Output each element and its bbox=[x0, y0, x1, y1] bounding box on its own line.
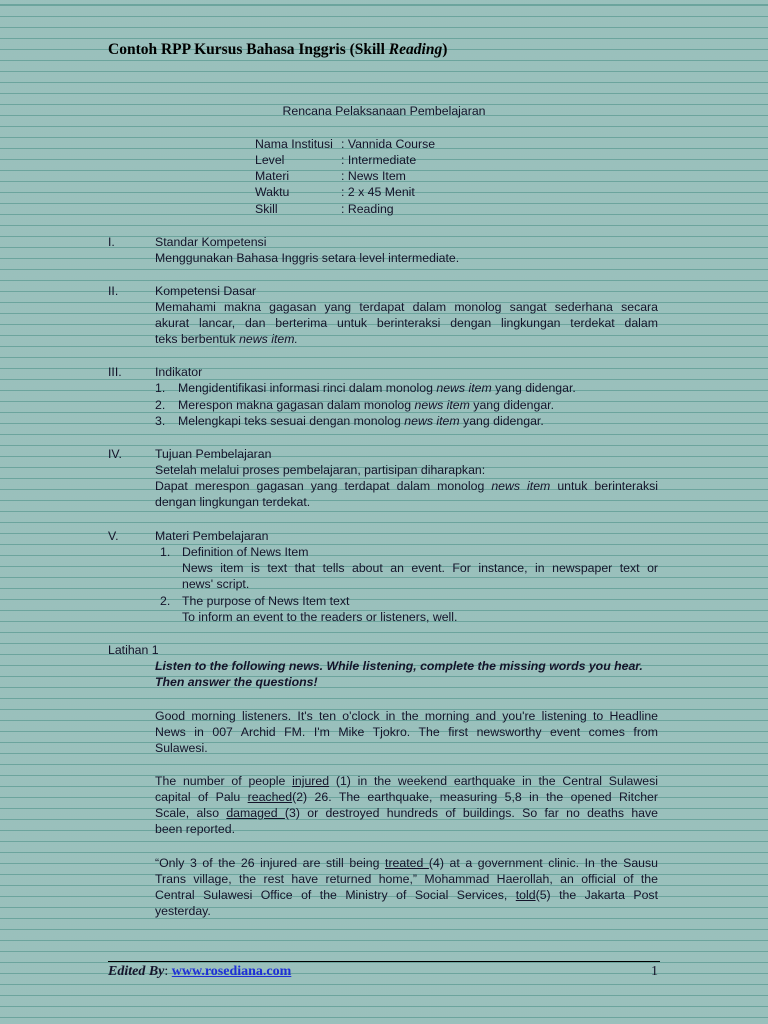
rpp-title: Rencana Pelaksanaan Pembelajaran bbox=[282, 104, 486, 118]
paragraph-3-line-2: Trans village, the rest have returned home,” Mohammad Haerollah, an official of the bbox=[155, 872, 658, 886]
section-num-1: I. bbox=[108, 235, 115, 249]
tujuan-line-3: dengan lingkungan terdekat. bbox=[155, 495, 311, 509]
info-label-skill: Skill bbox=[255, 202, 278, 216]
paragraph-2-line-3: Scale, also damaged (3) or destroyed hundreds of buildings. So far no deaths have bbox=[155, 806, 658, 820]
tujuan-line-1: Setelah melalui proses pembelajaran, partisipan diharapkan: bbox=[155, 463, 486, 477]
section-title-materi: Materi Pembelajaran bbox=[155, 529, 269, 543]
answer-3: damaged bbox=[226, 806, 285, 820]
latihan-title: Latihan 1 bbox=[108, 643, 159, 657]
answer-5: told bbox=[515, 888, 536, 902]
paragraph-2-line-1: The number of people injured (1) in the weekend earthquake in the Central Sulawesi bbox=[155, 774, 658, 788]
indikator-item-1: Mengidentifikasi informasi rinci dalam monolog news item yang didengar. bbox=[178, 381, 576, 395]
info-value-institusi: : Vannida Course bbox=[341, 137, 436, 151]
section-num-5: V. bbox=[108, 529, 119, 543]
kompetensi-line-2: akurat lancar, dan berterima untuk berinteraksi dengan lingkungan terdekat dalam bbox=[155, 316, 658, 330]
indikator-num-2: 2. bbox=[155, 398, 166, 412]
section-num-4: IV. bbox=[108, 447, 122, 461]
indikator-num-1: 1. bbox=[155, 381, 166, 395]
section-title-standar: Standar Kompetensi bbox=[155, 235, 267, 249]
answer-4: treated bbox=[385, 856, 429, 870]
indikator-num-3: 3. bbox=[155, 414, 166, 428]
kompetensi-line-3: teks berbentuk news item. bbox=[155, 332, 298, 346]
info-label-institusi: Nama Institusi bbox=[255, 137, 333, 151]
materi-item-1-line-1: News item is text that tells about an event. For instance, in newspaper text or bbox=[182, 561, 658, 575]
latihan-instruction-2: Then answer the questions! bbox=[155, 675, 318, 689]
footer-link[interactable]: www.rosediana.com bbox=[171, 964, 292, 979]
materi-item-2-line-1: To inform an event to the readers or listeners, well. bbox=[182, 610, 458, 624]
paragraph-1-line-3: Sulawesi. bbox=[155, 741, 208, 755]
materi-num-2: 2. bbox=[160, 594, 171, 608]
paragraph-1-line-1: Good morning listeners. It's ten o'clock in the morning and you're listening to Headline bbox=[155, 709, 658, 723]
paragraph-3-line-3: Central Sulawesi Office of the Ministry of Social Services, told(5) the Jakarta Post bbox=[155, 888, 658, 902]
section-num-2: II. bbox=[108, 284, 119, 298]
materi-item-1-line-2: news' script. bbox=[182, 577, 250, 591]
footer-credit: Edited By: www.rosediana.com bbox=[108, 964, 292, 979]
paragraph-2-line-2: capital of Palu reached(2) 26. The earthquake, measuring 5,8 in the opened Ritcher bbox=[155, 790, 658, 804]
latihan-instruction-1: Listen to the following news. While listening, complete the missing words you hear. bbox=[155, 659, 643, 673]
page-number: 1 bbox=[651, 964, 658, 979]
materi-item-2-title: The purpose of News Item text bbox=[182, 594, 350, 608]
info-value-level: : Intermediate bbox=[341, 153, 417, 167]
info-label-materi: Materi bbox=[255, 169, 290, 183]
indikator-item-2: Merespon makna gagasan dalam monolog news item yang didengar. bbox=[178, 398, 554, 412]
footer-divider bbox=[108, 961, 660, 962]
answer-2: reached bbox=[247, 790, 293, 804]
paragraph-3-line-4: yesterday. bbox=[155, 904, 211, 918]
section-title-tujuan: Tujuan Pembelajaran bbox=[155, 447, 272, 461]
section-title-indikator: Indikator bbox=[155, 365, 203, 379]
kompetensi-line-1: Memahami makna gagasan yang terdapat dalam monolog sangat sederhana secara bbox=[155, 300, 658, 314]
section-num-3: III. bbox=[108, 365, 122, 379]
paragraph-1-line-2: News in 007 Archid FM. I'm Mike Tjokro. The first newsworthy event comes from bbox=[155, 725, 658, 739]
indikator-item-3: Melengkapi teks sesuai dengan monolog news item yang didengar. bbox=[178, 414, 544, 428]
info-label-level: Level bbox=[255, 153, 285, 167]
info-value-waktu: : 2 x 45 Menit bbox=[341, 185, 415, 199]
info-label-waktu: Waktu bbox=[255, 185, 290, 199]
answer-1: injured bbox=[292, 774, 330, 788]
info-value-materi: : News Item bbox=[341, 169, 406, 183]
paragraph-3-line-1: “Only 3 of the 26 injured are still being treated (4) at a government clinic. In the Sausu bbox=[155, 856, 659, 870]
document-header: Contoh RPP Kursus Bahasa Inggris (Skill Reading) bbox=[108, 41, 448, 58]
tujuan-line-2: Dapat merespon gagasan yang terdapat dalam monolog news item untuk berinteraksi bbox=[155, 479, 658, 493]
section-title-kompetensi: Kompetensi Dasar bbox=[155, 284, 257, 298]
paragraph-2-line-4: been reported. bbox=[155, 822, 235, 836]
materi-item-1-title: Definition of News Item bbox=[182, 545, 309, 559]
materi-num-1: 1. bbox=[160, 545, 171, 559]
info-value-skill: : Reading bbox=[341, 202, 394, 216]
section-text-standar: Menggunakan Bahasa Inggris setara level intermediate. bbox=[155, 251, 460, 265]
